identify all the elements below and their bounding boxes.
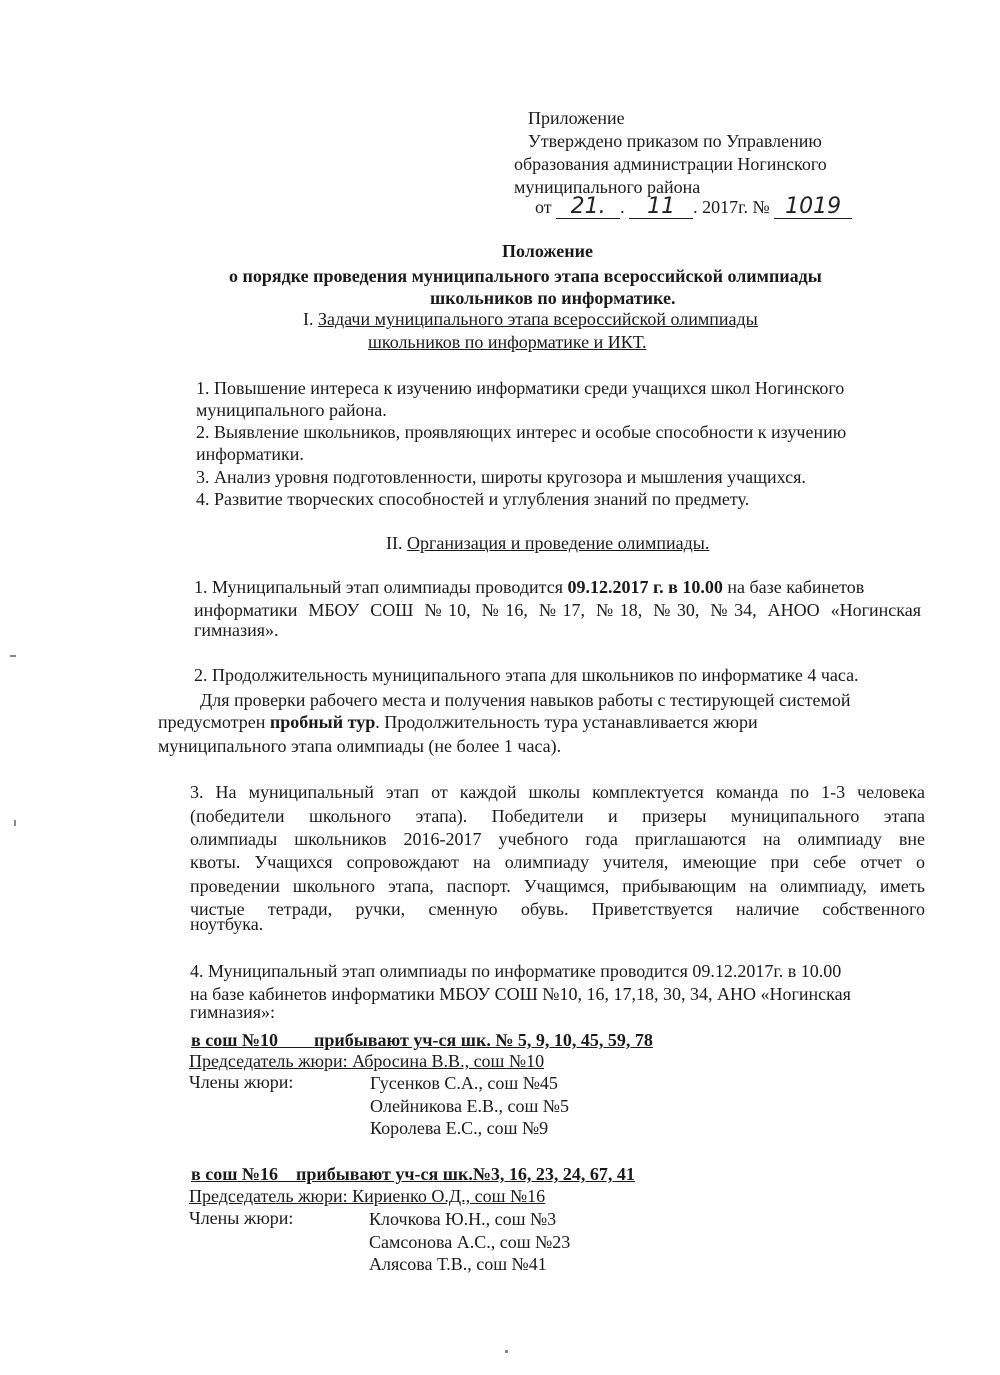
paragraph-1-line: гимназия». [194, 620, 279, 640]
jury-chair: Председатель жюри: Абросина В.В., сош №10 [189, 1051, 545, 1071]
section-title: Задачи муниципального этапа всероссийской олимпиады [318, 309, 758, 329]
approval-line: образования администрации Ногинского [514, 154, 827, 174]
scan-mark [14, 820, 16, 826]
doc-subtitle: школьников по информатике. [430, 288, 676, 308]
paragraph-2-line: предусмотрен пробный тур. Продолжительность тура устанавливается жюри [158, 712, 758, 732]
venue-heading: в сош №16 прибывают уч-ся шк.№3, 16, 23, 24, 67, 41 [191, 1164, 635, 1184]
list-item: 1. Повышение интереса к изучению информатики среди учащихся школ Ногинского [196, 378, 845, 398]
jury-members-label: Члены жюри: [189, 1208, 294, 1228]
doc-title: Положение [502, 241, 593, 261]
jury-member: Королева Е.С., сош №9 [370, 1118, 549, 1138]
list-item: 4. Развитие творческих способностей и углубления знаний по предмету. [196, 489, 750, 509]
order-date-line: от 21. . 11 . 2017г. № 1019 [535, 196, 852, 219]
appendix-label: Приложение [528, 108, 625, 128]
paragraph-3-line: ноутбука. [190, 914, 264, 934]
jury-member: Клочкова Ю.Н., сош №3 [369, 1209, 557, 1229]
date-month: 11 [629, 196, 693, 219]
approval-line: муниципального района [514, 177, 701, 197]
approval-line: Утверждено приказом по Управлению [528, 131, 822, 151]
list-item: 2. Выявление школьников, проявляющих интерес и особые способности к изучению [196, 422, 847, 442]
paragraph-2: 2. Продолжительность муниципального этапа для школьников по информатике 4 часа. [194, 665, 859, 685]
list-item: муниципального района. [196, 400, 387, 420]
jury-member: Олейникова Е.В., сош №5 [370, 1096, 569, 1116]
paragraph-2-line: муниципального этапа олимпиады (не более 1 часа). [158, 736, 562, 756]
section-number: I. [303, 309, 314, 329]
section-heading-1 [303, 309, 758, 330]
paragraph-1: 1. Муниципальный этап олимпиады проводится 09.12.2017 г. в 10.00 на базе кабинетов [194, 577, 865, 597]
paragraph-3-line: олимпиады школьников 2016-2017 учебного года приглашаются на олимпиаду вне [190, 829, 925, 849]
section-title: школьников по информатике и ИКТ. [368, 332, 647, 352]
doc-subtitle: о порядке проведения муниципального этапа всероссийской олимпиады [229, 266, 822, 286]
date-prefix: от [535, 197, 552, 217]
venue-heading: в сош №10 прибывают уч-ся шк. № 5, 9, 10, 45, 59, 78 [191, 1030, 653, 1050]
paragraph-3-line: квоты. Учащихся сопровождают на олимпиаду учителя, имеющие при себе отчет о [190, 852, 925, 872]
scan-mark [505, 1350, 508, 1353]
section-number: II. [386, 533, 403, 553]
paragraph-3-line: проведении школьного этапа, паспорт. Учащимся, прибывающим на олимпиаду, иметь [190, 876, 925, 896]
paragraph-1-line: информатики МБОУ СОШ №10, №16, №17, №18, №30, №34, АНОО «Ногинская [194, 600, 921, 620]
list-item: 3. Анализ уровня подготовленности, широты кругозора и мышления учащихся. [196, 467, 806, 487]
paragraph-4-line: гимназия»: [190, 1002, 276, 1022]
paragraph-3-line: чистые тетради, ручки, сменную обувь. Приветствуется наличие собственного [190, 899, 925, 919]
scan-mark [10, 655, 16, 657]
paragraph-2-line: Для проверки рабочего места и получения навыков работы с тестирующей системой [200, 690, 851, 710]
jury-member: Гусенков С.А., сош №45 [370, 1073, 558, 1093]
paragraph-4: 4. Муниципальный этап олимпиады по информатике проводится 09.12.2017г. в 10.00 [190, 961, 842, 981]
paragraph-3-line: (победители школьного этапа). Победители и призеры муниципального этапа [190, 806, 925, 826]
paragraph-3: 3. На муниципальный этап от каждой школы комплектуется команда по 1-3 человека [190, 782, 925, 802]
jury-member: Самсонова А.С., сош №23 [369, 1232, 571, 1252]
paragraph-4-line: на базе кабинетов информатики МБОУ СОШ №10, 16, 17,18, 30, 34, АНО «Ногинская [190, 984, 851, 1004]
list-item: информатики. [196, 444, 304, 464]
jury-member: Алясова Т.В., сош №41 [369, 1254, 547, 1274]
jury-chair: Председатель жюри: Кириенко О.Д., сош №16 [189, 1186, 546, 1206]
section-title: Организация и проведение олимпиады. [407, 533, 710, 553]
date-suffix: . 2017г. № [693, 197, 770, 217]
jury-members-label: Члены жюри: [189, 1072, 294, 1092]
order-number: 1019 [774, 196, 852, 219]
date-day: 21. [556, 196, 620, 219]
section-heading-2 [386, 533, 709, 554]
